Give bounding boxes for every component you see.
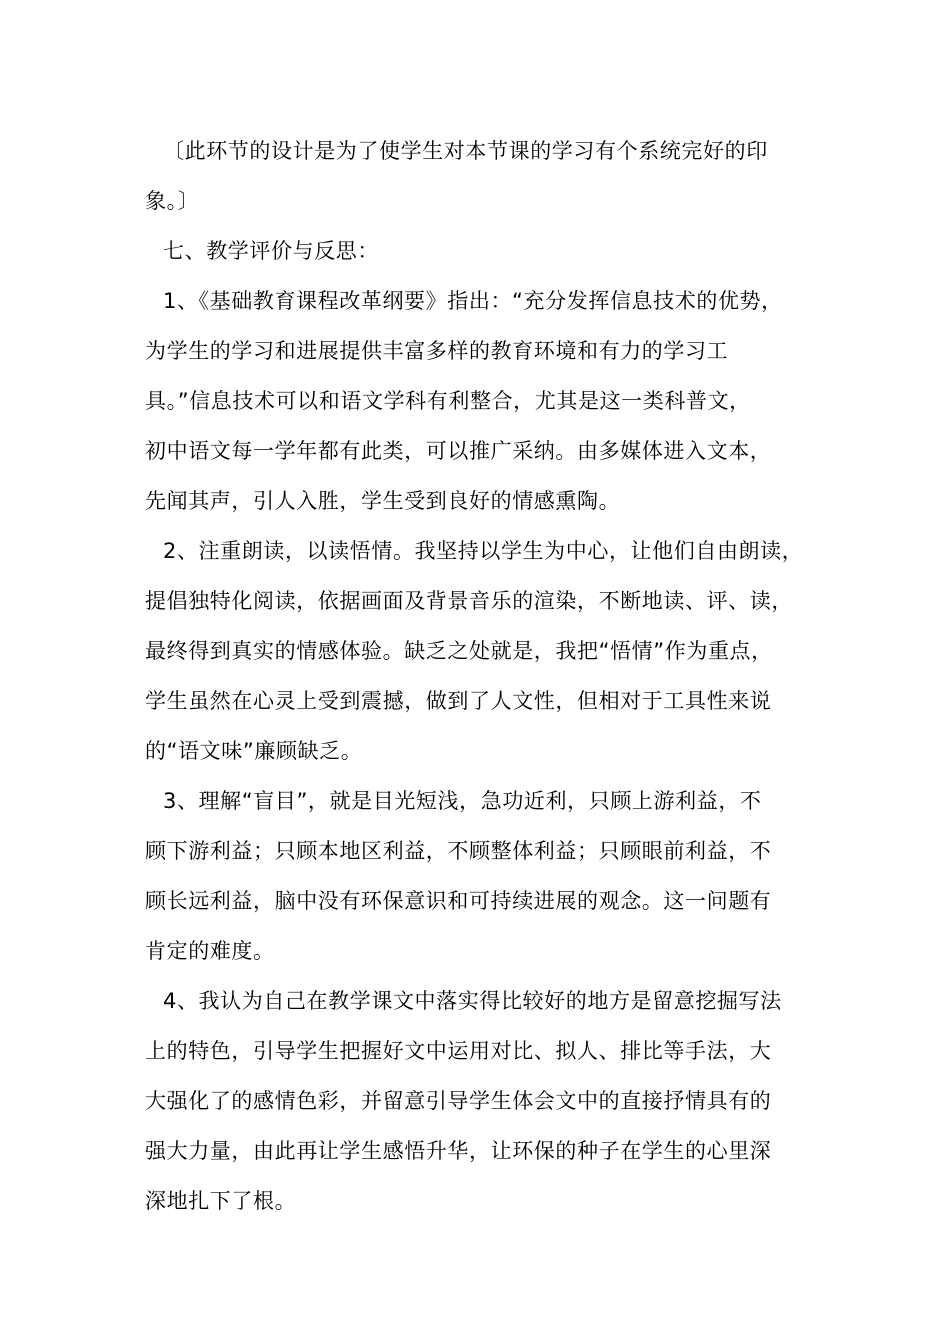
- text-line: 2、注重朗读，以读悟情。我坚持以学生为中心，让他们自由朗读，: [163, 539, 804, 563]
- text-line: 先闻其声，引人入胜，学生受到良好的情感熏陶。: [145, 489, 621, 513]
- text-line: 的“语文味”廉顾缺乏。: [145, 739, 363, 763]
- text-line: 大强化了的感情色彩，并留意引导学生体会文中的直接抒情具有的: [145, 1089, 772, 1113]
- text-line: 最终得到真实的情感体验。缺乏之处就是，我把“悟情”作为重点，: [145, 639, 773, 663]
- text-line: 顾长远利益，脑中没有环保意识和可持续进展的观念。这一问题有: [145, 889, 772, 913]
- text-line: 肯定的难度。: [145, 939, 275, 963]
- text-line: 3、理解“盲目”，就是目光短浅，急功近利，只顾上游利益，不: [163, 789, 762, 813]
- text-line: 初中语文每一学年都有此类，可以推广采纳。由多媒体进入文本，: [145, 439, 772, 463]
- text-line: 象。〕: [145, 189, 200, 213]
- text-line: 学生虽然在心灵上受到震撼，做到了人文性，但相对于工具性来说: [145, 689, 772, 713]
- text-line: 顾下游利益；只顾本地区利益，不顾整体利益；只顾眼前利益，不: [145, 839, 772, 863]
- text-line: 1、《基础教育课程改革纲要》指出：“充分发挥信息技术的优势，: [163, 289, 783, 313]
- text-line: 上的特色，引导学生把握好文中运用对比、拟人、排比等手法，大: [145, 1039, 772, 1063]
- text-line: 深地扎下了根。: [145, 1189, 297, 1213]
- text-line: 〔此环节的设计是为了使学生对本节课的学习有个系统完好的印: [163, 139, 768, 163]
- text-line: 强大力量，由此再让学生感悟升华，让环保的种子在学生的心里深: [145, 1139, 772, 1163]
- text-line: 具。”信息技术可以和语文学科有利整合，尤其是这一类科普文，: [145, 389, 751, 413]
- text-line: 4、我认为自己在教学课文中落实得比较好的地方是留意挖掘写法: [163, 989, 782, 1013]
- text-line: 为学生的学习和进展提供丰富多样的教育环境和有力的学习工: [145, 339, 729, 363]
- section-heading: 七、教学评价与反思：: [163, 239, 379, 263]
- text-line: 提倡独特化阅读，依据画面及背景音乐的渲染，不断地读、评、读，: [145, 589, 793, 613]
